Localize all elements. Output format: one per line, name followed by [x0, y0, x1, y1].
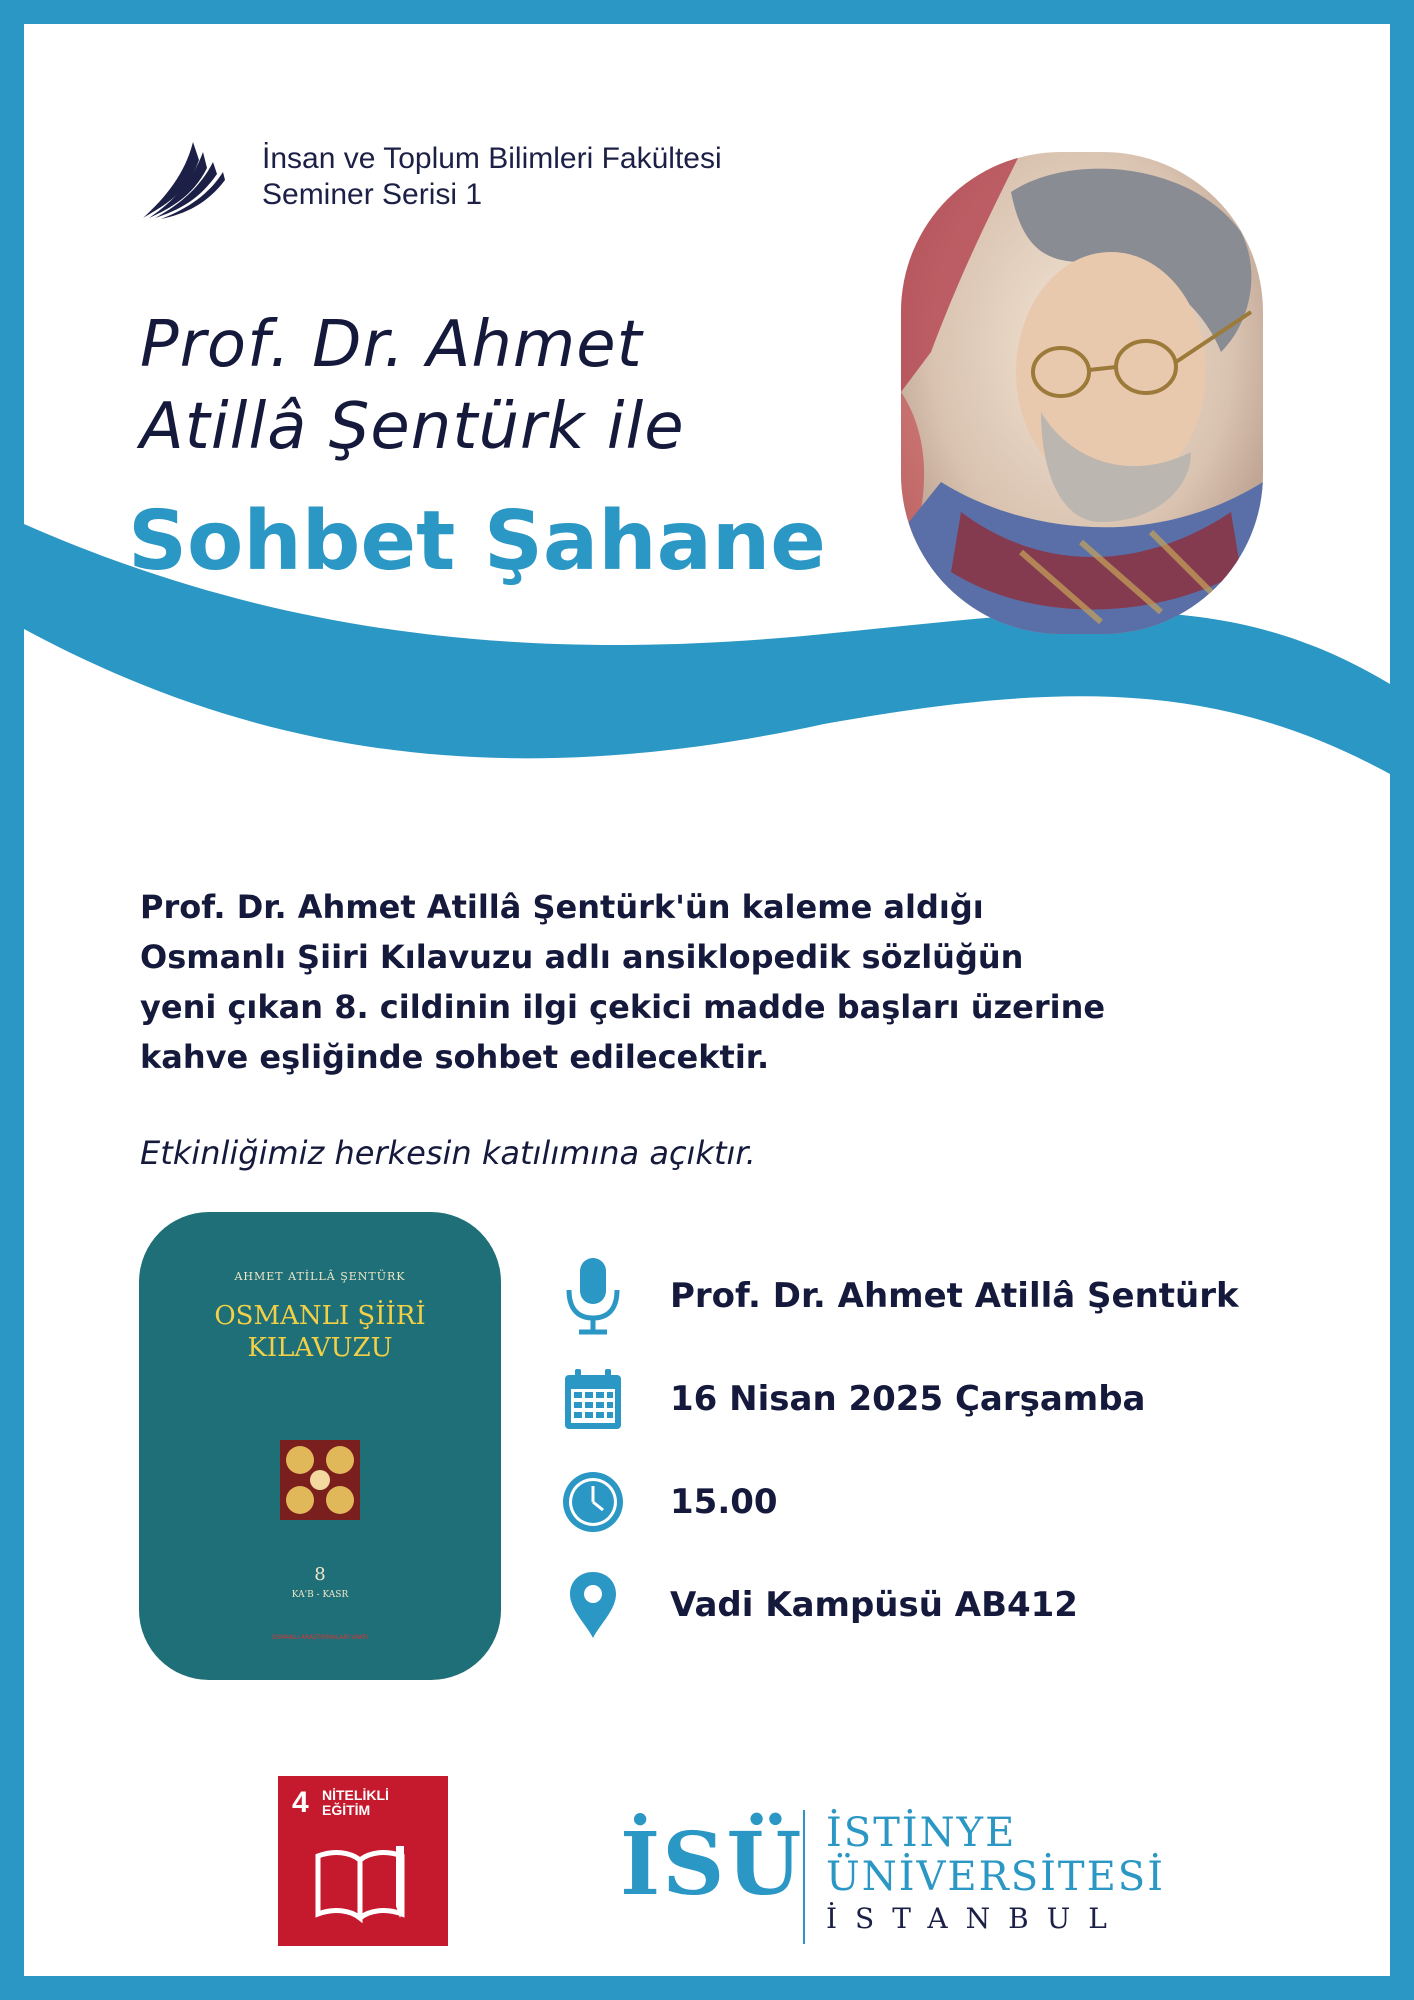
- book-title-line1: OSMANLI ŞİİRİ: [214, 1301, 426, 1331]
- speaker-title-line2: Atillâ Şentürk ile: [140, 390, 685, 464]
- event-description: [140, 882, 1290, 1082]
- poster-card: [24, 24, 1390, 1976]
- university-abbreviation: İSÜ: [620, 1814, 804, 1915]
- faculty-book-logo: [139, 132, 229, 224]
- sdg-label-line1: NİTELİKLİ: [322, 1787, 389, 1803]
- description-line: yeni çıkan 8. cildinin ilgi çekici madde başları üzerine: [140, 988, 1106, 1026]
- location-pin-icon: [558, 1565, 628, 1645]
- seminar-series: Seminer Serisi 1: [262, 178, 483, 211]
- description-line: Osmanlı Şiiri Kılavuzu adlı ansiklopedik sözlüğün: [140, 938, 1024, 976]
- university-logo-divider: [803, 1810, 805, 1944]
- book-range: KA'B - KASR: [291, 1590, 349, 1600]
- faculty-name: İnsan ve Toplum Bilimleri Fakültesi: [262, 142, 722, 175]
- speaker-title-line1: Prof. Dr. Ahmet: [140, 308, 643, 382]
- speaker-portrait: [901, 152, 1263, 634]
- book-cover: [139, 1212, 501, 1680]
- university-name-line2: ÜNİVERSİTESİ: [826, 1854, 1165, 1900]
- sdg-label-line2: EĞİTİM: [322, 1802, 371, 1818]
- open-to-all-note: Etkinliğimiz herkesin katılımına açıktır.: [140, 1134, 756, 1172]
- sdg-number: 4: [292, 1786, 309, 1819]
- time-row: [558, 1462, 778, 1542]
- book-publisher: OSMANLI ARAŞTIRMALARI VAKFI: [271, 1634, 369, 1641]
- event-title: Sohbet Şahane: [128, 494, 826, 589]
- book-author: AHMET ATİLLÂ ŞENTÜRK: [234, 1270, 406, 1283]
- speaker-row: [558, 1256, 1239, 1336]
- book-ornament-icon: [280, 1440, 360, 1520]
- clock-icon: [558, 1462, 628, 1542]
- book-title-line2: KILAVUZU: [247, 1333, 393, 1363]
- sdg-label: [322, 1788, 389, 1818]
- event-time: 15.00: [670, 1482, 778, 1522]
- open-book-icon: [314, 1842, 414, 1926]
- date-row: [558, 1359, 1146, 1439]
- university-name-line1: İSTİNYE: [826, 1810, 1017, 1856]
- location-row: [558, 1565, 1078, 1645]
- speaker-name: Prof. Dr. Ahmet Atillâ Şentürk: [670, 1276, 1239, 1316]
- event-date: 16 Nisan 2025 Çarşamba: [670, 1379, 1146, 1419]
- calendar-icon: [558, 1359, 628, 1439]
- sdg-quality-education-badge: [278, 1776, 448, 1946]
- description-line: kahve eşliğinde sohbet edilecektir.: [140, 1038, 770, 1076]
- event-location: Vadi Kampüsü AB412: [670, 1585, 1078, 1625]
- book-title: [139, 1300, 501, 1364]
- description-line: Prof. Dr. Ahmet Atillâ Şentürk'ün kaleme aldığı: [140, 888, 984, 926]
- university-city: İSTANBUL: [826, 1902, 1125, 1935]
- microphone-icon: [558, 1256, 628, 1336]
- book-volume: 8: [314, 1564, 326, 1585]
